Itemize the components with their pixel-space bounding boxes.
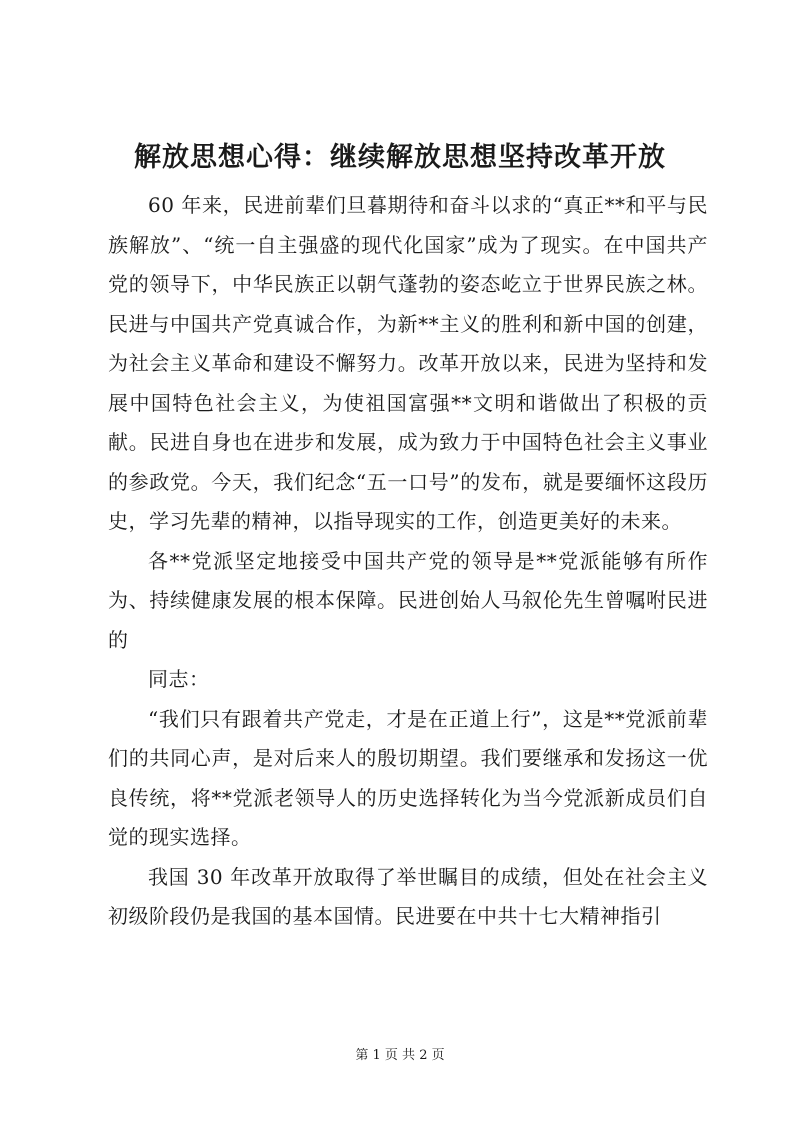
document-body	[108, 186, 708, 937]
page-footer: 第 1 页 共 2 页	[355, 1048, 445, 1063]
paragraph-3: 同志：	[148, 667, 210, 691]
paragraph-2: 各**党派坚定地接受中国共产党的领导是**党派能够有所作为、持续健康发展的根本保障。民进创始人马叙伦先生曾嘱咐民进的	[108, 548, 708, 652]
paragraph-5: 我国 30 年改革开放取得了举世瞩目的成绩，但处在社会主义初级阶段仍是我国的基本国情。民进要在中共十七大精神指引	[108, 864, 708, 928]
document-title: 解放思想心得：继续解放思想坚持改革开放	[134, 142, 666, 173]
paragraph-4: “我们只有跟着共产党走，才是在正道上行”，这是**党派前辈们的共同心声，是对后来人的殷切期望。我们要继承和发扬这一优良传统，将**党派老领导人的历史选择转化为当今党派新成员们自觉的现实选择。	[108, 706, 708, 849]
paragraph-1: 60 年来，民进前辈们旦暮期待和奋斗以求的“真正**和平与民族解放”、“统一自主强盛的现代化国家”成为了现实。在中国共产党的领导下，中华民族正以朝气蓬勃的姿态屹立于世界民族之林。民进与中国共产党真诚合作，为新**主义的胜利和新中国的创建，为社会主义革命和建设不懈努力。改革开放以来，民进为坚持和发展中国特色社会主义，为使祖国富强**文明和谐做出了积极的贡献。民进自身也在进步和发展，成为致力于中国特色社会主义事业的参政党。今天，我们纪念“五一口号”的发布，就是要缅怀这段历史，学习先辈的精神，以指导现实的工作，创造更美好的未来。	[108, 193, 708, 533]
